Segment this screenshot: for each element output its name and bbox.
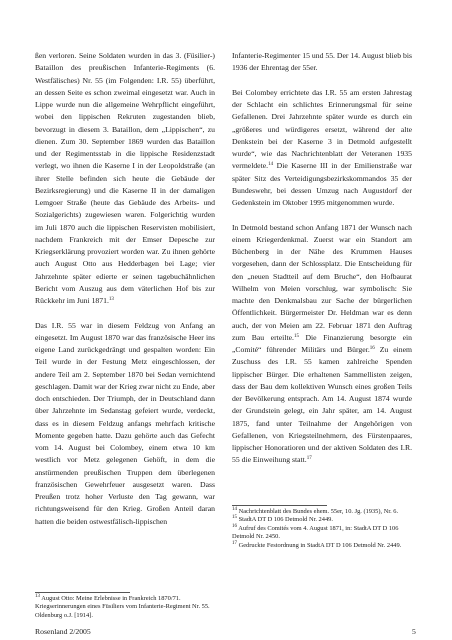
- footnotes-left: [35, 595, 215, 620]
- footnote-ref[interactable]: 17: [306, 456, 312, 462]
- footnote: $^{14}$ Nachrichtenblatt des Bundes ehem. 55er, 10. Jg. (1935), Nr. 6.: [232, 507, 399, 515]
- paragraph: Infanterie-Regimenter 15 und 55. Der 14. August blieb bis 1936 der Ehrentag der 55er.: [232, 51, 412, 73]
- issue-label: Rosenland 2/2005: [35, 627, 91, 636]
- footnote-divider: [232, 505, 327, 506]
- left-column: [35, 50, 215, 528]
- footnote-ref[interactable]: 14: [268, 162, 274, 168]
- right-column: [232, 50, 412, 467]
- paragraph: ßen verloren. Seine Soldaten wurden in das 3. (Füsilier-) Bataillon des preußischen Infanterie-Regiments (6. Westfälisches) Nr. 55 (im Folgenden: I.R. 55) überführt, an dessen Seite es schon zweimal eingesetzt war. Auch in Lippe wurde nun die allgemeine Wehrpflicht eingeführt, wobei den lippischen Rekruten zugestanden blieb, bevorzugt in diesem 3. Bataillon, dem „Lippischen“, zu dienen. Zum 30. September 1869 wurden das Bataillon und der Regimentsstab in die lippische Residenzstadt verlegt, wo ihnen die Kaserne I in der Leopoldstraße (an ihrer Stelle befinden sich heute die Gebäude der Bezirksregierung) und die Kaserne II in der damaligen Lemgoer Straße (heute das Gebäude des Arbeits- und Sozialgerichts) zugewiesen waren. Folgerichtig wurden im Juli 1870 auch die lippischen Reservisten mobilisiert, nachdem Frankreich mit der Emser Depesche zur Kriegserklärung provoziert worden war. Zu ihnen gehörte auch August Otto aus Hedderbagen bei Lage; vier Jahrzehnte später edierte er seinen tagebuchähnlichen Bericht vom Auszug aus dem väterlichen Hof bis zur Rückkehr im Juni 1871.13: [35, 51, 215, 305]
- footnote: $^{15}$ StadtA DT D 106 Detmold Nr. 2449.: [232, 515, 333, 524]
- footnote: $^{17}$ Gedruckte Festordnung in StadtA DT D 106 Detmold Nr. 2449.: [232, 540, 402, 549]
- footnote-ref[interactable]: 13: [108, 297, 114, 302]
- page-number: 5: [412, 627, 416, 636]
- footnote: $^{16}$ Aufruf des Comités vom 4. August 1871, in: StadtA DT D 106 Detmold Nr. 2450.: [232, 523, 399, 541]
- footnote-ref[interactable]: 15: [293, 333, 299, 339]
- footnotes-right: [232, 508, 412, 550]
- paragraph: Das I.R. 55 war in diesem Feldzug von Anfang an eingesetzt. Im August 1870 war das französische Heer ins eigene Land zurückgedrängt und gespalten worden: Ein Teil wurde in der Festung Metz eingeschlossen, der andere Teil am 2. September 1870 bei Sedan vernichtend geschlagen. Damit war der Krieg zwar nicht zu Ende, aber doch entschieden. Der Triumph, der in Deutschland dann über Jahrzehnte im Sedanstag gefeiert wurde, verdeckt, dass es in diesem Feldzug anfangs mehrfach kritische Momente gegeben hatte. Dazu gehörte auch das Gefecht vom 14. August bei Colombey, einem etwa 10 km westlich vor Metz gelegenen Gehöft, in dem die anstürmenden preußischen Truppen dem überlegenen französischen Gewehrfeuer ausgesetzt waren. Dass Preußen trotz hoher Verluste den Tag gewann, war richtungsweisend für den Krieg. Großen Anteil daran hatten die beiden ostwestfälisch-lippischen: [35, 320, 215, 526]
- footnote: $^{13}$ August Otto: Meine Erlebnisse in Frankreich 1870/71. Kriegserinnerungen eines Füsiliers vom Infanterie-Regiment Nr. 55. Oldenburg o.J. [1914].: [35, 594, 210, 619]
- footnote-divider: [35, 592, 130, 593]
- footnote-ref[interactable]: 16: [369, 346, 375, 351]
- paragraph: In Detmold bestand schon Anfang 1871 der Wunsch nach einem Kriegerdenkmal. Zuerst war ein Standort am Büchenberg in der Nähe des Krummen Hauses vorgesehen, dann der Schlossplatz. Die Entscheidung für den „neuen Stadtteil auf dem Bruche“, den Hofbaurat Wilhelm von Meien vorschlug, war symbolisch: Sie machte den Denkmalsbau zur Sache der bürgerlichen Öffentlichkeit. Bürgermeister Dr. Heldman war es denn auch, der von Meien am 22. Februar 1871 den Auftrag zum Bau erteilte.$^{15}$ Die Finanzierung besorgte ein „Comité“ führender Militärs und Bürger.$^{16}$ Zu einem Zuschuss des I.R. 55 kamen zahlreiche Spenden lippischer Bürger. Die erhaltenen Sammellisten zeigen, dass der Bau dem kollektiven Wunsch eines großen Teils der Bevölkerung entsprach. Am 14. August 1874 wurde der Grundstein gelegt, ein Jahr später, am 14. August 1875, fand unter Teilnahme der Angehörigen von Gefallenen, von Kriegsteilnehmern, des Fürstenpaares, lippischer Honoratioren und der aktiven Soldaten des I.R. 55 die Einweihung statt.$^{17}$: [232, 222, 412, 465]
- paragraph: Bei Colombey errichtete das I.R. 55 am ersten Jahrestag der Schlacht ein schlichtes Erinnerungsmal für seine Gefallenen. Drei Jahrzehnte später wurde es durch ein „größeres und würdigeres ersetzt, während der alte Denkstein bei der Kaserne 3 in Detmold aufgestellt wurde“, wie das Nachrichtenblatt der Veteranen 1935 vermeldete.$^{14}$ Die Kaserne III in der Emilienstraße war später Sitz des Verteidigungsbezirkskommandos 35 der Bundeswehr, bei dessen Umzug nach Augustdorf der Gedenkstein im Oktober 1995 mitgenommen wurde.: [232, 87, 412, 207]
